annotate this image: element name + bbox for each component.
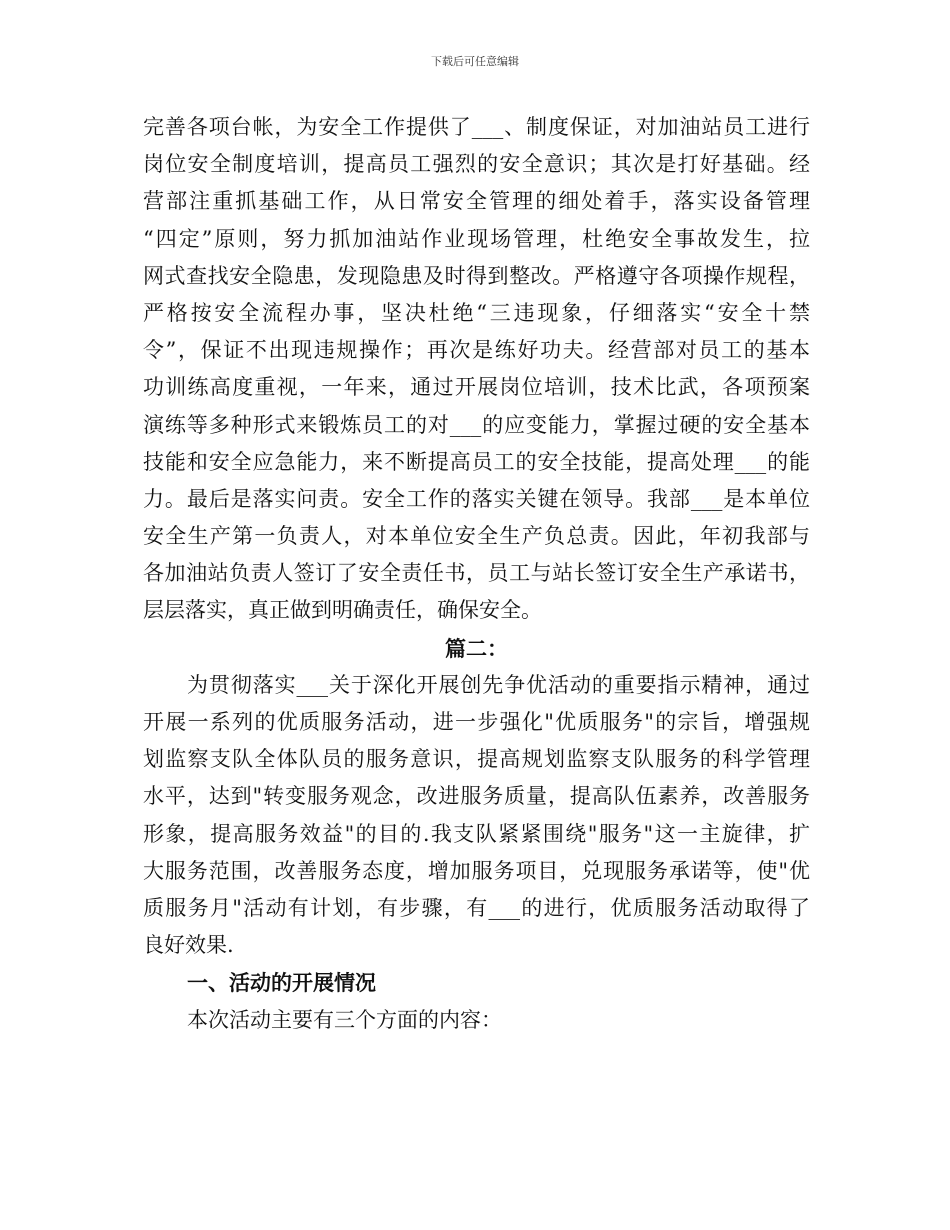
paragraph-line: 大服务范围，改善服务态度，增加服务项目，兑现服务承诺等，使"优 <box>143 858 810 883</box>
paragraph-line: 功训练高度重视，一年来，通过开展岗位培训，技术比武，各项预案 <box>143 375 810 400</box>
paragraph-line: 层层落实，真正做到明确责任，确保安全。 <box>143 598 542 623</box>
paragraph-line: 技能和安全应急能力，来不断提高员工的安全技能，提高处理___的能 <box>143 449 810 474</box>
paragraph-line: 本次活动主要有三个方面的内容： <box>187 1007 502 1032</box>
paragraph-line: 质服务月"活动有计划，有步骤，有___的进行，优质服务活动取得了 <box>143 895 810 920</box>
document-body <box>143 109 810 1039</box>
paragraph-line: 令”，保证不出现违规操作；再次是练好功夫。经营部对员工的基本 <box>143 338 810 363</box>
paragraph-line: 为贯彻落实___关于深化开展创先争优活动的重要指示精神，通过 <box>187 672 810 697</box>
paragraph-line: 开展一系列的优质服务活动，进一步强化"优质服务"的宗旨，增强规 <box>143 710 810 734</box>
paragraph-line: 水平，达到"转变服务观念，改进服务质量，提高队伍素养，改善服务 <box>143 784 810 809</box>
paragraph-line: 形象，提高服务效益"的目的.我支队紧紧围绕"服务"这一主旋律，扩 <box>143 821 810 846</box>
paragraph-line: 安全生产第一负责人，对本单位安全生产负总责。因此，年初我部与 <box>143 524 810 549</box>
paragraph-line: 力。最后是落实问责。安全工作的落实关键在领导。我部___是本单位 <box>143 486 810 511</box>
paragraph-line: 良好效果. <box>143 933 234 958</box>
paragraph-line: 各加油站负责人签订了安全责任书，员工与站长签订安全生产承诺书， <box>143 561 810 586</box>
paragraph-line: 严格按安全流程办事，坚决杜绝“三违现象，仔细落实“安全十禁 <box>143 300 810 325</box>
paragraph-line: 完善各项台帐，为安全工作提供了___、制度保证，对加油站员工进行 <box>143 115 810 139</box>
paragraph-line: 岗位安全制度培训，提高员工强烈的安全意识；其次是打好基础。经 <box>143 152 810 177</box>
paragraph-line: “四定”原则，努力抓加油站作业现场管理，杜绝安全事故发生，拉 <box>143 226 810 251</box>
paragraph-line: 演练等多种形式来锻炼员工的对___的应变能力，掌握过硬的安全基本 <box>143 412 810 437</box>
paragraph-line: 营部注重抓基础工作，从日常安全管理的细处着手，落实设备管理 <box>143 189 810 214</box>
page-header: 下载后可任意编辑 <box>431 55 519 68</box>
paragraph-line: 网式查找安全隐患，发现隐患及时得到整改。严格遵守各项操作规程， <box>143 263 810 288</box>
section-heading: 篇二： <box>445 635 508 661</box>
paragraph-line: 划监察支队全体队员的服务意识，提高规划监察支队服务的科学管理 <box>143 747 810 772</box>
subsection-heading: 一、活动的开展情况 <box>187 970 376 996</box>
